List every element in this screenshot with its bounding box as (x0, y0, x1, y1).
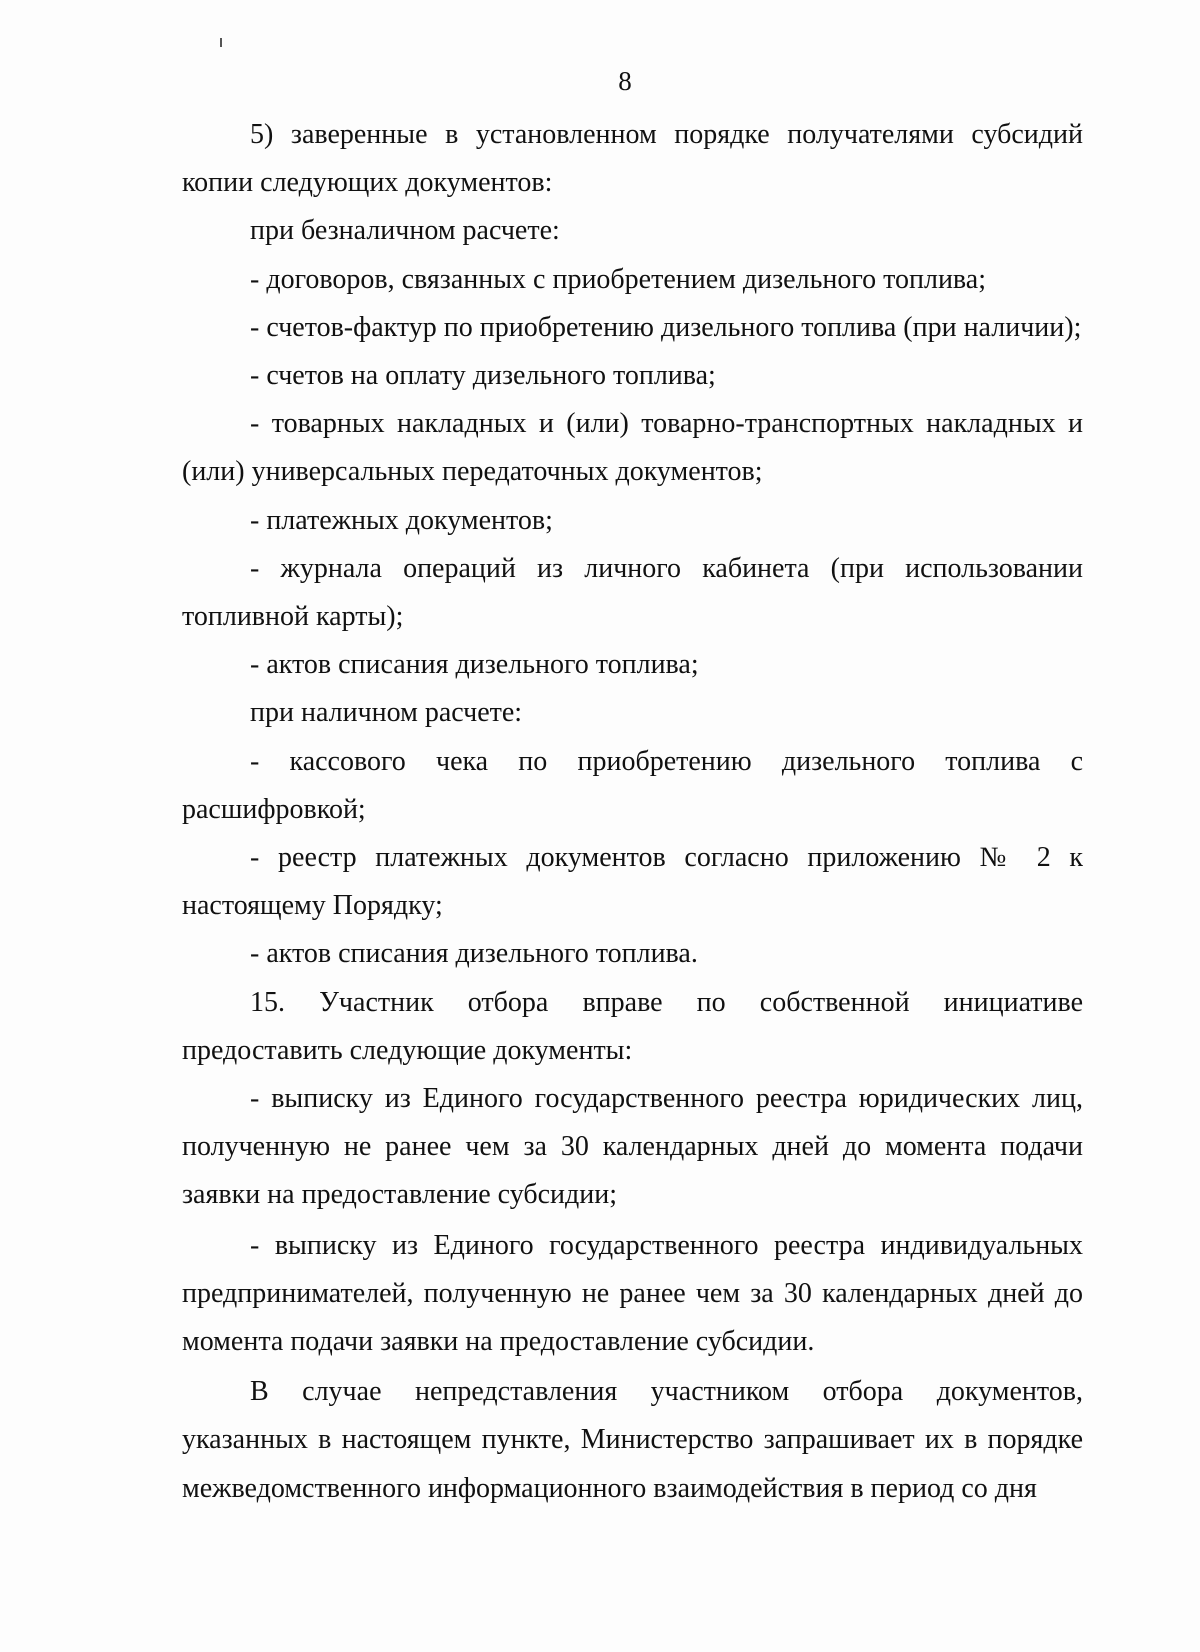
paragraph-non-submission: В случае непредставления участником отбора документов, указанных в настоящем пункте, Министерство запрашивает их в порядке межведомственного информационного взаимодействия в период со дня (182, 1376, 1083, 1504)
paragraph-item-5: 5) заверенные в установленном порядке получателями субсидий копии следующих документов: (182, 119, 1083, 199)
list-item-payment-register: - реестр платежных документов согласно приложению № 2 к настоящему Порядку; (182, 842, 1083, 922)
list-item-egrul-extract: - выписку из Единого государственного реестра юридических лиц, полученную не ранее чем за 30 календарных дней до момента подачи заявки на предоставление субсидии; (182, 1083, 1083, 1211)
list-item-payment-bills: - счетов на оплату дизельного топлива; (250, 360, 716, 392)
list-item-invoices: - счетов-фактур по приобретению дизельного топлива (при наличии); (250, 311, 1082, 343)
list-item-egrip-extract: - выписку из Единого государственного реестра индивидуальных предпринимателей, полученную не ранее чем за 30 календарных дней до момента подачи заявки на предоставление субсидии. (182, 1229, 1083, 1358)
paragraph-cash-heading: при наличном расчете: (250, 697, 523, 729)
scan-speck (220, 38, 222, 47)
list-item-waybills: - товарных накладных и (или) товарно-транспортных накладных и (или) универсальных передаточных документов; (182, 408, 1083, 488)
list-item-contracts: - договоров, связанных с приобретением дизельного топлива; (250, 263, 986, 295)
list-item-operations-log: - журнала операций из личного кабинета (при использовании топливной карты); (182, 552, 1083, 633)
paragraph-item-15: 15. Участник отбора вправе по собственной инициативе предоставить следующие документы: (182, 986, 1083, 1066)
document-body (182, 111, 1083, 1513)
page-number: 8 (618, 66, 632, 96)
list-item-cash-receipt: - кассового чека по приобретению дизельного топлива с расшифровкой; (182, 745, 1083, 825)
list-item-write-off-acts: - актов списания дизельного топлива; (250, 649, 699, 681)
paragraph-cashless-heading: при безналичном расчете: (250, 215, 560, 247)
list-item-payment-documents: - платежных документов; (250, 504, 553, 536)
list-item-write-off-acts-cash: - актов списания дизельного топлива. (250, 938, 698, 970)
